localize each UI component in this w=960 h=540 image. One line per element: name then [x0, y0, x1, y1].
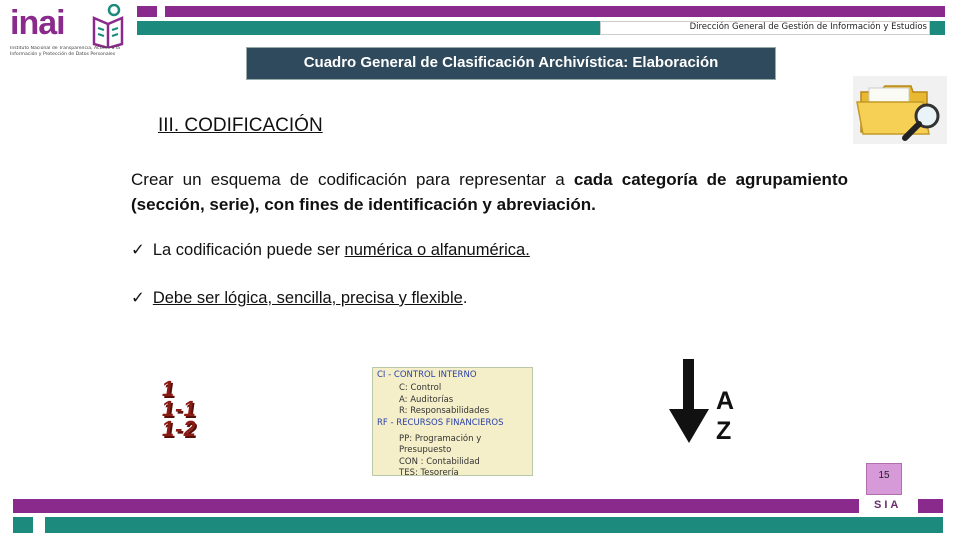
- down-arrow-icon: [668, 357, 710, 445]
- code-item: A: Auditorías: [399, 394, 454, 405]
- bullet2-tail: .: [462, 289, 468, 307]
- sort-letter-a: A: [716, 387, 735, 415]
- numeric-line-2: 1-1: [160, 396, 199, 421]
- department-label: Dirección General de Gestión de Información y Estudios: [600, 21, 930, 35]
- header-bar-purple: [165, 6, 945, 17]
- check-icon: ✓: [131, 289, 145, 307]
- numeric-line-3: 1-2: [160, 416, 199, 441]
- footer-bar-teal: [45, 517, 943, 533]
- footer-bar-square: [918, 499, 943, 513]
- footer-bar-purple: [13, 499, 859, 513]
- numeric-line-1: 1: [160, 376, 177, 401]
- footer-brand: SIA: [874, 499, 902, 511]
- header-bar-square: [137, 6, 157, 17]
- logo-wordmark: inai: [10, 4, 65, 42]
- logo-subtitle: Instituto Nacional de Transparencia, Acceso a la Información y Protección de Datos Personales: [10, 46, 120, 57]
- code-item: C: Control: [399, 383, 442, 394]
- page-number-badge: 15: [866, 463, 902, 495]
- inai-logo: [8, 4, 128, 62]
- code-heading: RF - RECURSOS FINANCIEROS: [377, 417, 504, 428]
- bullet2-underlined: Debe ser lógica, sencilla, precisa y flexible: [152, 289, 463, 307]
- sort-letter-z: Z: [716, 417, 732, 445]
- footer-bar-teal-square: [13, 517, 33, 533]
- code-heading: CI - CONTROL INTERNO: [377, 370, 477, 380]
- folder-search-icon: [853, 76, 947, 144]
- paragraph-lead: Crear un esquema de codificación para representar a: [131, 170, 574, 189]
- intro-paragraph: [131, 167, 848, 217]
- numeric-code-graphic: [160, 376, 230, 442]
- book-person-icon: [90, 4, 126, 48]
- bullet1-underlined: numérica o alfanumérica.: [344, 241, 530, 259]
- section-heading: III. CODIFICACIÓN: [158, 115, 323, 136]
- code-item: R: Responsabilidades: [399, 406, 490, 417]
- code-item: TES: Tesorería: [399, 468, 459, 479]
- code-item: PP: Programación y Presupuesto: [399, 434, 482, 456]
- bullet-logic: [131, 288, 467, 308]
- bullet-codification: [131, 240, 530, 260]
- slide-title: Cuadro General de Clasificación Archivística: Elaboración: [246, 47, 776, 80]
- code-item: CON : Contabilidad: [399, 456, 480, 467]
- check-icon: ✓: [131, 241, 145, 259]
- paragraph-bold: cada categoría de agrupamiento (sección, serie), con fines de identificación y abreviación.: [131, 170, 848, 214]
- bullet1-text: La codificación puede ser: [152, 241, 345, 259]
- code-example-box: [372, 367, 533, 479]
